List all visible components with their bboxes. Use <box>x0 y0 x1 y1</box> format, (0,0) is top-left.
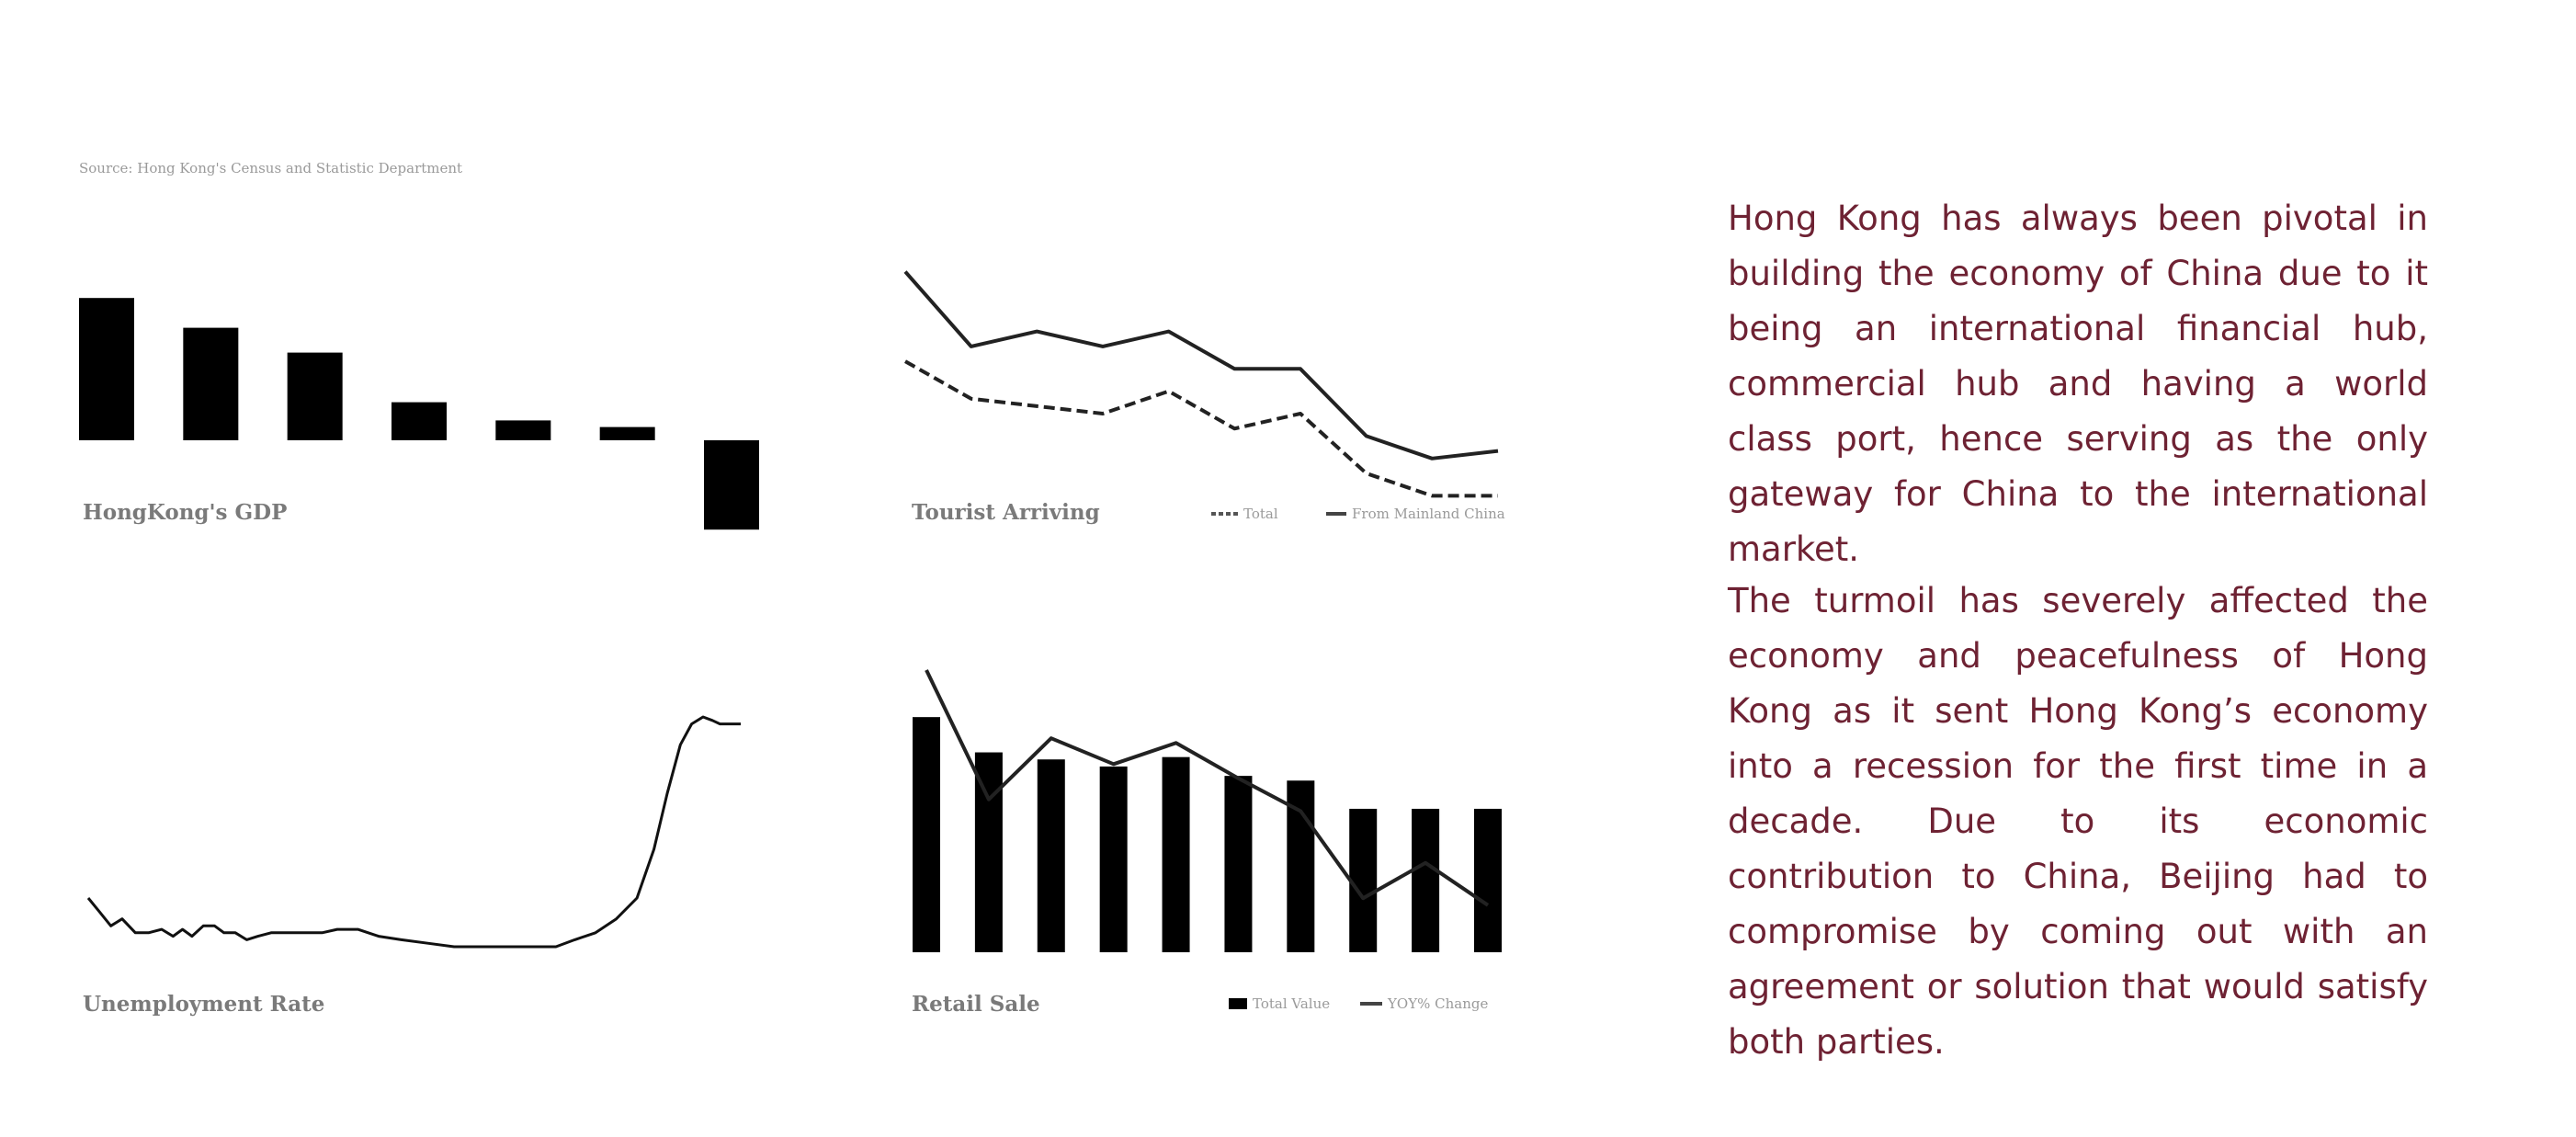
retail-total-value-bar <box>1349 809 1377 952</box>
retail-chart-title: Retail Sale <box>912 992 1040 1017</box>
tourist-chart-title: Tourist Arriving <box>912 500 1100 525</box>
retail-total-value-bar <box>1224 776 1252 952</box>
retail-total-value-bar <box>1163 757 1190 952</box>
retail-yoy-line <box>926 670 1488 905</box>
retail-total-value-bar <box>1474 809 1502 952</box>
source-note: Source: Hong Kong's Census and Statistic Department <box>79 160 463 176</box>
retail-bars-and-line <box>913 670 1502 952</box>
unemployment-chart-title: Unemployment Rate <box>83 992 325 1017</box>
legend-label-mainland: From Mainland China <box>1352 506 1505 522</box>
gdp-chart-title: HongKong's GDP <box>83 500 288 525</box>
retail-total-value-bar <box>1038 759 1065 952</box>
paragraph-economy-role: Hong Kong has always been pivotal in building the economy of China due to it being an international financial hub, commercial hub and having a world class port, hence serving as the only gateway for China to the international market. <box>1728 199 2428 569</box>
legend-label-total-value: Total Value <box>1253 995 1331 1012</box>
legend-swatch-total-value <box>1229 998 1247 1009</box>
retail-total-value-bar <box>913 717 940 952</box>
legend-label-yoy: YOY% Change <box>1388 995 1489 1012</box>
retail-total-value-bar <box>1412 809 1439 952</box>
retail-total-value-bar <box>1100 767 1128 952</box>
paragraph-turmoil-impact: The turmoil has severely affected the economy and peacefulness of Hong Kong as it sent Hong Kong’s economy into a recession for the first time in a decade. Due to its economic contribution to China, Beijing had to compromise by coming out with an agreement or solution that would satisfy both parties. <box>1728 581 2428 1062</box>
legend-label-total: Total <box>1243 506 1278 522</box>
